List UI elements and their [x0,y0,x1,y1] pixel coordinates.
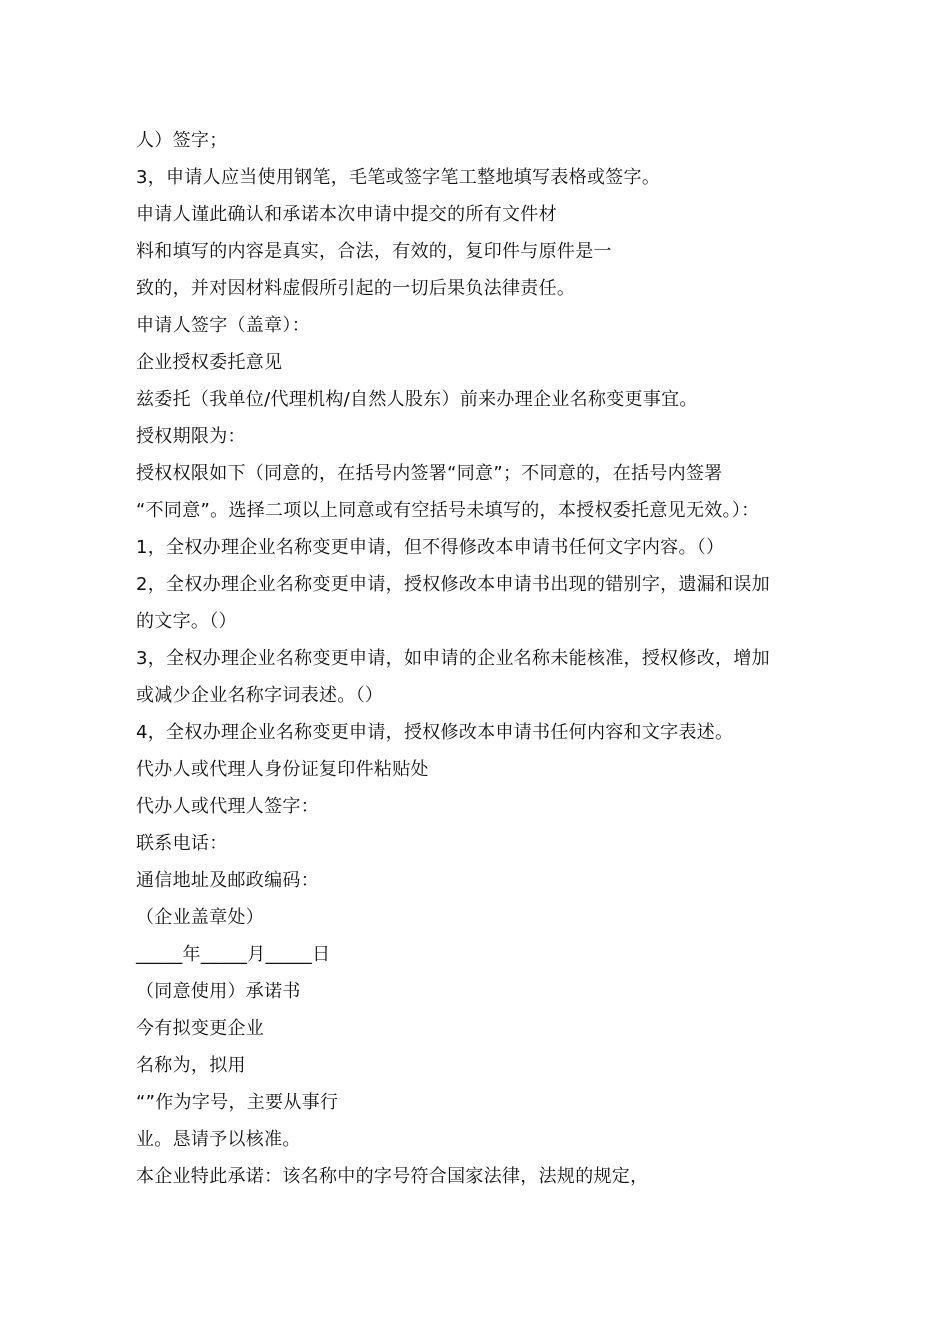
text-line: 申请人谨此确认和承诺本次申请中提交的所有文件材 [136,204,557,225]
text-line: 本企业特此承诺：该名称中的字号符合国家法律，法规的规定， [136,1166,649,1187]
text-line: 授权期限为： [136,426,246,447]
text-line: 3，申请人应当使用钢笔，毛笔或签字笔工整地填写表格或签字。 [136,167,661,188]
text-line: 授权权限如下（同意的，在括号内签署“同意”；不同意的，在括号内签署 [136,463,723,484]
signature-label: 代办人或代理人签字： [136,796,319,817]
text-line: 代办人或代理人身份证复印件粘贴处 [136,759,429,780]
section-heading: 企业授权委托意见 [136,352,283,373]
text-line: 人）签字； [136,130,228,151]
text-line: 兹委托（我单位/代理机构/自然人股东）前来办理企业名称变更事宜。 [136,389,698,410]
document-body [136,122,836,1195]
list-item: 4，全权办理企业名称变更申请，授权修改本申请书任何内容和文字表述。 [136,722,734,743]
text-line: 或减少企业名称字词表述。（） [136,685,384,706]
text-line: 业。恳请予以核准。 [136,1129,301,1150]
text-line: 的文字。（） [136,611,237,632]
list-item: 1，全权办理企业名称变更申请，但不得修改本申请书任何文字内容。（） [136,537,725,558]
text-line: 致的，并对因材料虚假所引起的一切后果负法律责任。 [136,278,576,299]
phone-label: 联系电话： [136,833,228,854]
address-label: 通信地址及邮政编码： [136,870,319,891]
text-line: 料和填写的内容是真实，合法，有效的，复印件与原件是一 [136,241,612,262]
seal-label: （企业盖章处） [136,907,265,928]
list-item: 2，全权办理企业名称变更申请，授权修改本申请书出现的错别字，遗漏和误加 [136,574,770,595]
signature-label: 申请人签字（盖章）： [136,315,310,336]
section-heading: （同意使用）承诺书 [136,981,301,1002]
list-item: 3，全权办理企业名称变更申请，如申请的企业名称未能核准，授权修改，增加 [136,648,770,669]
text-line: 今有拟变更企业 [136,1018,265,1039]
date-line: _____年_____月_____日 [136,944,331,965]
text-line: “”作为字号，主要从事行 [136,1092,339,1113]
text-line: 名称为，拟用 [136,1055,246,1076]
text-line: “不同意”。选择二项以上同意或有空括号未填写的，本授权委托意见无效。）： [136,500,760,521]
